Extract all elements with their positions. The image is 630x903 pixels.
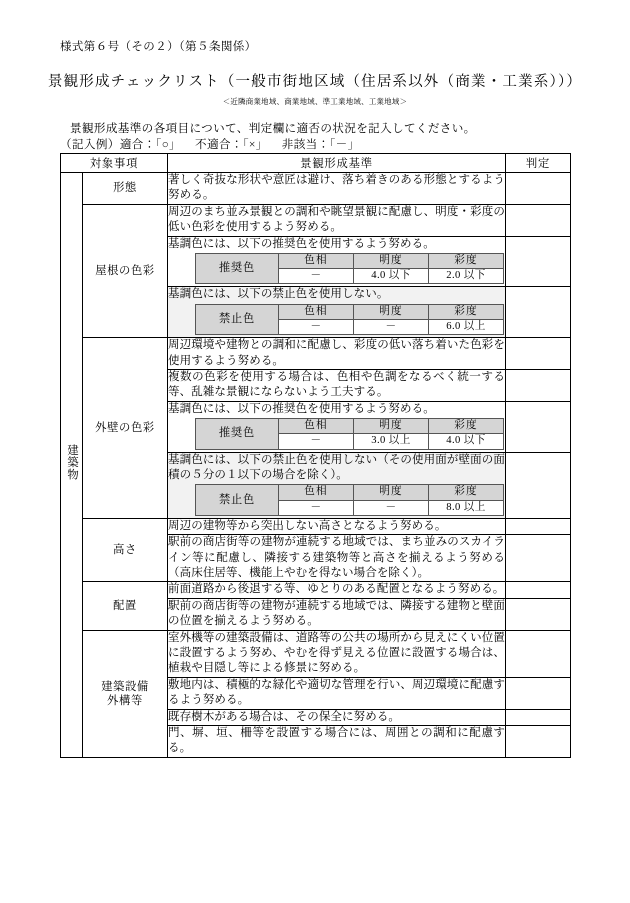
color-spec-value-lightness: 3.0 以上 — [354, 434, 429, 449]
color-spec-header-hue: 色相 — [279, 304, 354, 319]
color-spec-table — [195, 304, 504, 335]
judgement-input-cell[interactable] — [506, 598, 571, 630]
criteria-text: 基調色には、以下の禁止色を使用しない（その使用面が壁面の面積の５分の１以下の場合を除く）。 — [168, 453, 506, 481]
header-judgement: 判定 — [506, 154, 571, 173]
criteria-text: 室外機等の建築設備は、道路等の公共の場所から見えにくい位置に設置するよう努め、やむを得ず見える位置に設置する場合は、植栽や目隠し等による修景に努める。 — [168, 631, 506, 675]
criteria-cell — [168, 582, 506, 598]
criteria-cell — [168, 535, 506, 582]
color-spec-header-lightness: 明度 — [354, 304, 429, 319]
table-row — [61, 338, 571, 370]
color-spec-value-lightness: 4.0 以下 — [354, 269, 429, 284]
judgement-input-cell[interactable] — [506, 173, 571, 205]
criteria-text: 周辺環境や建物との調和に配慮し、彩度の低い落ち着いた色彩を使用するよう努める。 — [168, 339, 506, 367]
color-spec-value-saturation: 2.0 以下 — [429, 269, 504, 284]
color-spec-value-lightness: － — [354, 500, 429, 515]
table-row — [61, 630, 571, 677]
table-row — [61, 582, 571, 598]
color-spec-table-wrapper — [168, 417, 505, 451]
judgement-input-cell[interactable] — [506, 287, 571, 338]
color-spec-label: 推奨色 — [196, 419, 279, 449]
color-spec-header-saturation: 彩度 — [429, 419, 504, 434]
color-spec-table — [195, 418, 504, 449]
color-spec-header-saturation: 彩度 — [429, 254, 504, 269]
judgement-input-cell[interactable] — [506, 338, 571, 370]
criteria-cell — [168, 518, 506, 534]
judgement-input-cell[interactable] — [506, 204, 571, 236]
criteria-cell — [168, 452, 506, 518]
instruction-example-na: 非該当：「－」 — [281, 138, 360, 151]
judgement-input-cell[interactable] — [506, 630, 571, 677]
subcategory-cell-4 — [83, 582, 168, 630]
criteria-cell — [168, 287, 506, 338]
criteria-cell — [168, 204, 506, 236]
table-row — [61, 173, 571, 205]
instruction-example-match: （記入例）適合：「○」 — [60, 138, 181, 151]
instruction-example-mismatch: 不適合：「×」 — [195, 138, 268, 151]
color-spec-value-saturation: 4.0 以下 — [429, 434, 504, 449]
criteria-text: 周辺のまち並み景観との調和や眺望景観に配慮し、明度・彩度の低い色彩を使用するよう努める。 — [168, 205, 506, 234]
table-row — [61, 204, 571, 236]
color-spec-header-hue: 色相 — [279, 485, 354, 500]
criteria-text: 既存樹木がある場合は、その保全に努める。 — [168, 710, 401, 723]
color-spec-header-lightness: 明度 — [354, 254, 429, 269]
criteria-cell — [168, 236, 506, 287]
judgement-input-cell[interactable] — [506, 677, 571, 709]
page-subtitle: ＜近隣商業地域、商業地域、準工業地域、工業地域＞ — [222, 97, 408, 106]
form-number: 様式第６号（その２）（第５条関係） — [60, 41, 257, 53]
judgement-input-cell[interactable] — [506, 582, 571, 598]
color-spec-label: 推奨色 — [196, 254, 279, 284]
judgement-input-cell[interactable] — [506, 452, 571, 518]
criteria-text: 複数の色彩を使用する場合は、色相や色調をなるべく統一する等、乱雑な景観にならないよう工夫する。 — [168, 371, 506, 399]
judgement-input-cell[interactable] — [506, 236, 571, 287]
judgement-input-cell[interactable] — [506, 518, 571, 534]
criteria-cell — [168, 370, 506, 402]
criteria-text: 周辺の建物等から突出しない高さとなるよう努める。 — [168, 519, 447, 532]
criteria-text: 駅前の商店街等の建物が連続する地域では、まち並みのスカイライン等に配慮し、隣接する建築物等と高さを揃えるよう努める（高床住居等、機能上やむを得ない場合を除く）。 — [168, 536, 506, 579]
color-spec-table — [195, 484, 504, 515]
color-spec-header-row — [196, 485, 504, 500]
criteria-text: 基調色には、以下の禁止色を使用しない。 — [168, 288, 389, 301]
color-spec-header-hue: 色相 — [279, 419, 354, 434]
color-spec-value-hue: － — [279, 434, 354, 449]
color-spec-table-wrapper — [168, 483, 505, 517]
criteria-text: 基調色には、以下の推奨色を使用するよう努める。 — [168, 237, 435, 250]
criteria-cell — [168, 173, 506, 205]
color-spec-value-hue: － — [279, 269, 354, 284]
color-spec-label: 禁止色 — [196, 304, 279, 334]
color-spec-table — [195, 253, 504, 284]
color-spec-header-lightness: 明度 — [354, 485, 429, 500]
color-spec-value-saturation: 6.0 以上 — [429, 320, 504, 335]
table-header-row — [61, 154, 571, 173]
color-spec-value-lightness: － — [354, 320, 429, 335]
judgement-input-cell[interactable] — [506, 370, 571, 402]
criteria-text: 前面道路から後退する等、ゆとりのある配置となるよう努める。 — [168, 583, 505, 596]
color-spec-header-hue: 色相 — [279, 254, 354, 269]
color-spec-label: 禁止色 — [196, 485, 279, 515]
instruction-line-1: 景観形成基準の各項目について、判定欄に適否の状況を記入してください。 — [70, 122, 476, 135]
color-spec-header-lightness: 明度 — [354, 419, 429, 434]
table-row — [61, 518, 571, 534]
subcategory-cell-1 — [83, 204, 168, 337]
color-spec-value-hue: － — [279, 320, 354, 335]
criteria-cell — [168, 726, 506, 758]
color-spec-header-row — [196, 254, 504, 269]
criteria-text: 駅前の商店街等の建物が連続する地域では、隣接する建物と壁面の位置を揃えるよう努める。 — [168, 599, 506, 628]
landscape-criteria-table — [60, 153, 571, 758]
subcategory-cell-3 — [83, 518, 168, 582]
color-spec-header-saturation: 彩度 — [429, 485, 504, 500]
judgement-input-cell[interactable] — [506, 401, 571, 452]
subcategory-cell-0 — [83, 173, 168, 205]
color-spec-value-hue: － — [279, 500, 354, 515]
subcategory-label: 屋根の色彩 — [95, 264, 155, 277]
criteria-cell — [168, 709, 506, 725]
subcategory-label: 外壁の色彩 — [95, 421, 155, 434]
color-spec-header-row — [196, 304, 504, 319]
header-category: 対象事項 — [61, 154, 168, 173]
criteria-cell — [168, 677, 506, 709]
judgement-input-cell[interactable] — [506, 726, 571, 758]
judgement-input-cell[interactable] — [506, 709, 571, 725]
criteria-text: 著しく奇抜な形状や意匠は避け、落ち着きのある形態とするよう努める。 — [168, 174, 506, 202]
judgement-input-cell[interactable] — [506, 535, 571, 582]
category-cell-building — [61, 173, 83, 758]
criteria-cell — [168, 338, 506, 370]
criteria-text: 敷地内は、積極的な緑化や適切な管理を行い、周辺環境に配慮するよう努める。 — [168, 678, 506, 707]
instruction-line-2 — [60, 136, 360, 152]
subcategory-cell-2 — [83, 338, 168, 519]
header-criteria: 景観形成基準 — [168, 154, 506, 173]
criteria-cell — [168, 630, 506, 677]
color-spec-value-saturation: 8.0 以上 — [429, 500, 504, 515]
color-spec-header-row — [196, 419, 504, 434]
criteria-cell — [168, 598, 506, 630]
subcategory-label-line1: 建築設備 — [101, 680, 149, 693]
subcategory-label-line2: 外構等 — [107, 694, 143, 707]
criteria-cell — [168, 401, 506, 452]
page-title: 景観形成チェックリスト（一般市街地区域（住居系以外（商業・工業系））） — [47, 74, 583, 90]
subcategory-label: 配置 — [113, 599, 137, 612]
subcategory-label: 形態 — [113, 182, 137, 195]
category-label: 建築物 — [66, 444, 79, 482]
color-spec-header-saturation: 彩度 — [429, 304, 504, 319]
criteria-text: 門、塀、垣、柵等を設置する場合には、周囲との調和に配慮する。 — [168, 727, 506, 755]
subcategory-label: 高さ — [113, 544, 137, 557]
color-spec-table-wrapper — [168, 252, 505, 286]
color-spec-table-wrapper — [168, 303, 505, 337]
subcategory-cell-5 — [83, 630, 168, 757]
criteria-text: 基調色には、以下の推奨色を使用するよう努める。 — [168, 402, 435, 415]
